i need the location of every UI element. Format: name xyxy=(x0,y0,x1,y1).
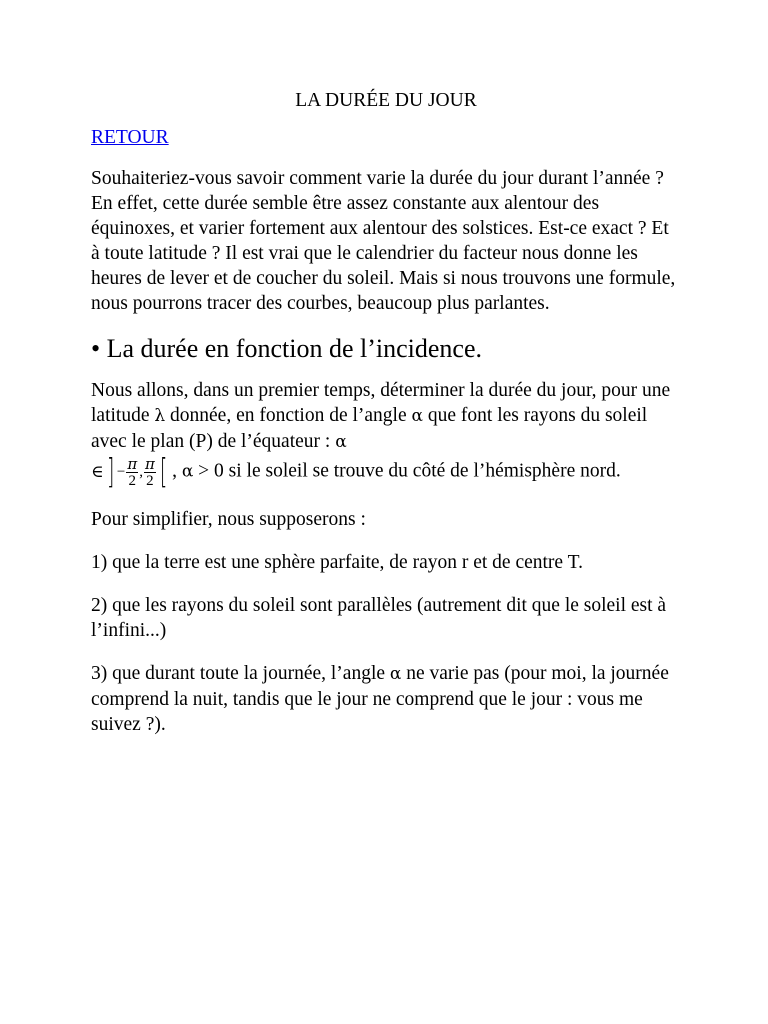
para1-text-5: > 0 si le soleil se trouve du côté de l’hémisphère nord. xyxy=(193,460,621,482)
alpha-symbol: α xyxy=(181,461,194,482)
alpha-symbol: α xyxy=(389,664,402,684)
lambda-symbol: λ xyxy=(154,406,166,426)
fraction-numerator: π xyxy=(144,454,155,473)
page-title: LA DURÉE DU JOUR xyxy=(295,90,477,111)
assumption-item-1: 1) que la terre est une sphère parfaite, de rayon r et de centre T. xyxy=(91,552,583,573)
fraction-lower xyxy=(126,456,138,489)
document-page xyxy=(91,88,681,755)
assumption-item-2: 2) que les rayons du soleil sont parallèles (autrement dit que le soleil est à l’infini...) xyxy=(91,595,667,641)
alpha-symbol: α xyxy=(411,406,423,426)
intro-paragraph: Souhaiteriez-vous savoir comment varie la durée du jour durant l’année ? En effet, cette durée semble être assez constante aux alentour des équinoxes, et varier fortement aux alentour des solstices. Est-ce exact ? Et à toute latitude ? Il est vrai que le calendrier du facteur nous donne les heures de lever et de coucher du soleil. Mais si nous trouvons une formule, nous pourrons tracer des courbes, beaucoup plus parlantes. xyxy=(91,168,676,314)
incidence-paragraph xyxy=(91,378,681,492)
minus-sign: − xyxy=(116,464,126,480)
element-of-symbol: ∈ xyxy=(91,462,104,482)
close-bracket: [ xyxy=(159,452,168,492)
para1-text-1: Nous allons, dans un premier temps, déterminer la durée du jour, pour une latitude xyxy=(91,380,671,426)
back-link[interactable]: RETOUR xyxy=(91,127,169,148)
interval-formula xyxy=(91,452,170,492)
assumption-item-3 xyxy=(91,661,681,737)
para1-text-3: que font les rayons du soleil avec le plan (P) de l’équateur : xyxy=(91,405,648,452)
item3-text-2: ne varie pas (pour moi, la journée comprend la nuit, tandis que le jour ne comprend que le jour : vous me suivez ?). xyxy=(91,663,669,735)
fraction-denominator: 2 xyxy=(146,472,154,489)
item3-text-1: 3) que durant toute la journée, l’angle xyxy=(91,663,390,684)
para1-text-4: , xyxy=(172,460,182,482)
fraction-numerator: π xyxy=(127,454,138,473)
section-heading: • La durée en fonction de l’incidence. xyxy=(91,334,482,363)
para1-text-2: donnée, en fonction de l’angle xyxy=(165,405,412,426)
fraction-denominator: 2 xyxy=(128,472,136,489)
alpha-symbol: α xyxy=(335,432,347,452)
interval-comma: , xyxy=(139,464,143,480)
open-bracket: ] xyxy=(106,452,114,492)
simplify-paragraph: Pour simplifier, nous supposerons : xyxy=(91,509,366,530)
fraction-upper xyxy=(144,456,156,489)
